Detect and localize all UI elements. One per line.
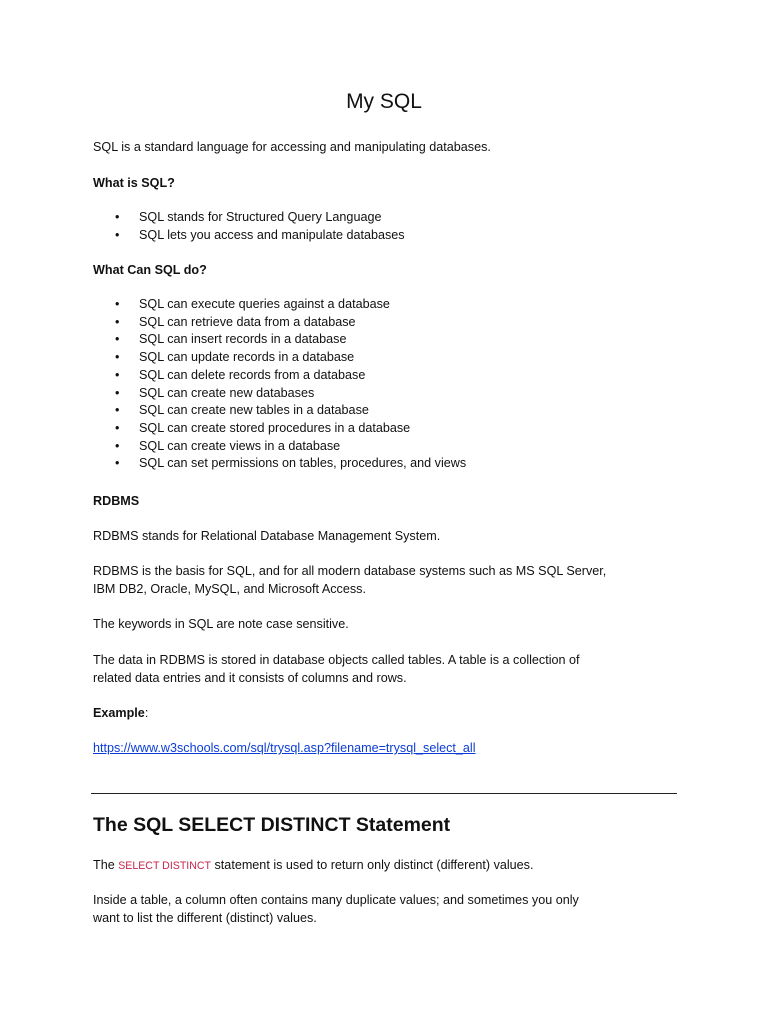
list-item: • SQL can insert records in a database — [93, 331, 653, 349]
paragraph-line: Inside a table, a column often contains many duplicate values; and sometimes you only — [93, 893, 579, 907]
distinct-intro: The SELECT DISTINCT statement is used to return only distinct (different) values. — [93, 858, 534, 872]
what-can-list — [93, 296, 653, 473]
tables-paragraph — [93, 651, 683, 687]
example-label: Example: — [93, 706, 149, 720]
code-snippet: SELECT DISTINCT — [118, 860, 212, 872]
distinct-heading: The SQL SELECT DISTINCT Statement — [93, 814, 451, 836]
list-item: • SQL can delete records from a database — [93, 367, 653, 385]
list-item: • SQL can set permissions on tables, procedures, and views — [93, 455, 653, 473]
bullet-icon: • — [115, 420, 120, 435]
list-item: • SQL can execute queries against a database — [93, 296, 653, 314]
list-item: • SQL stands for Structured Query Language — [93, 209, 653, 227]
section-divider — [91, 793, 677, 794]
paragraph-line: RDBMS is the basis for SQL, and for all modern database systems such as MS SQL Server, — [93, 564, 607, 578]
bullet-icon: • — [115, 350, 120, 365]
paragraph-line: IBM DB2, Oracle, MySQL, and Microsoft Access. — [93, 582, 366, 596]
intro-paragraph: SQL is a standard language for accessing and manipulating databases. — [93, 140, 491, 154]
page-title: My SQL — [346, 90, 422, 113]
paragraph-line: related data entries and it consists of columns and rows. — [93, 671, 407, 685]
what-can-heading: What Can SQL do? — [93, 263, 207, 277]
paragraph-line: want to list the different (distinct) values. — [93, 911, 317, 925]
list-item: • SQL can create views in a database — [93, 438, 653, 456]
bullet-icon: • — [115, 210, 120, 224]
what-is-list — [93, 209, 653, 244]
list-item: • SQL can create new databases — [93, 385, 653, 403]
bullet-icon: • — [115, 227, 120, 242]
rdbms-definition: RDBMS stands for Relational Database Management System. — [93, 529, 441, 543]
list-item: • SQL can create stored procedures in a database — [93, 420, 653, 438]
paragraph-line: The data in RDBMS is stored in database objects called tables. A table is a collection of — [93, 653, 580, 667]
bullet-icon: • — [115, 297, 120, 311]
keywords-paragraph: The keywords in SQL are note case sensitive. — [93, 617, 349, 631]
what-is-heading: What is SQL? — [93, 176, 175, 190]
distinct-explanation — [93, 891, 683, 927]
list-item: • SQL can retrieve data from a database — [93, 314, 653, 332]
example-link-line — [93, 739, 683, 757]
list-item: • SQL lets you access and manipulate databases — [93, 227, 653, 245]
bullet-icon: • — [115, 385, 120, 400]
rdbms-heading: RDBMS — [93, 494, 140, 508]
list-item: • SQL can update records in a database — [93, 349, 653, 367]
bullet-icon: • — [115, 456, 120, 471]
list-item: • SQL can create new tables in a database — [93, 402, 653, 420]
rdbms-basis-paragraph — [93, 562, 683, 598]
example-link[interactable]: https://www.w3schools.com/sql/trysql.asp?filename=trysql_select_all — [93, 741, 476, 755]
bullet-icon: • — [115, 403, 120, 418]
bullet-icon: • — [115, 438, 120, 453]
bullet-icon: • — [115, 332, 120, 347]
bullet-icon: • — [115, 367, 120, 382]
bullet-icon: • — [115, 314, 120, 329]
